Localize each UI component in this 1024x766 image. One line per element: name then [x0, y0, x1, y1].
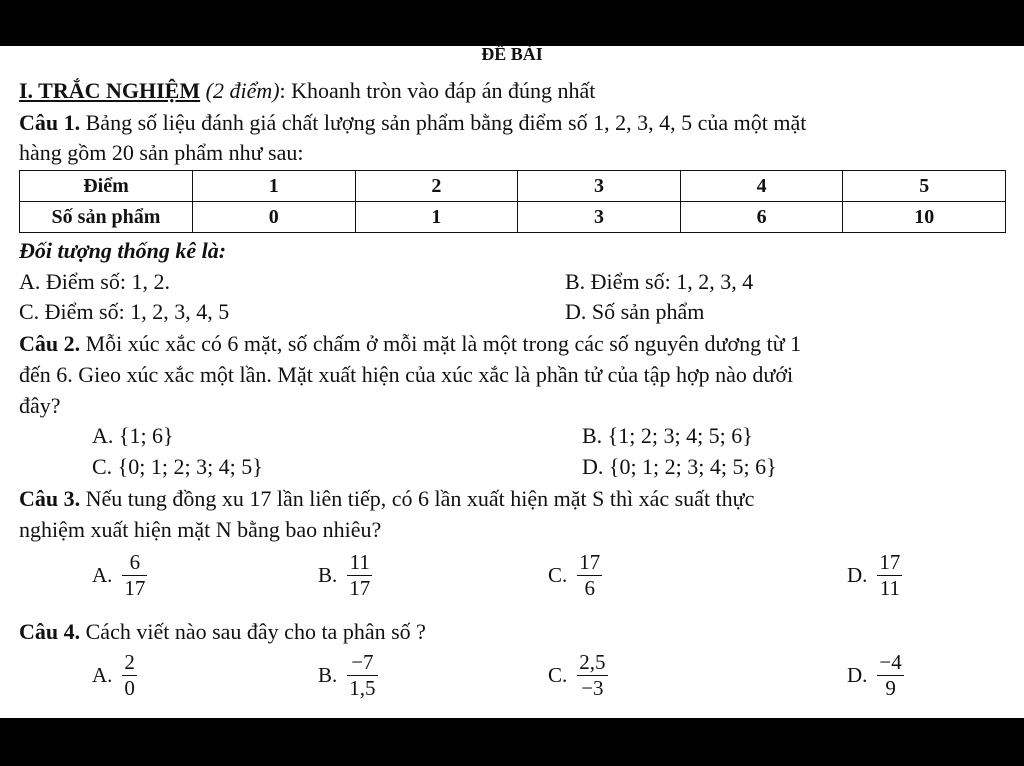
- fraction: $\frac{2}{0}$: [124, 650, 135, 700]
- q4-option-d[interactable]: D. $\frac{-4}{9}$: [847, 650, 902, 700]
- table-cell: 3: [518, 171, 681, 202]
- q1-text-line2: hàng gồm 20 sản phẩm như sau:: [19, 140, 304, 165]
- fraction: $\frac{-4}{9}$: [879, 650, 902, 700]
- fraction: $\frac{11}{17}$: [349, 550, 371, 600]
- q3-text-line1: Câu 3. Nếu tung đồng xu 17 lần liên tiếp, có 6 lần xuất hiện mặt S thì xác suất thực: [19, 486, 755, 511]
- fraction: $\frac{17}{11}$: [879, 550, 901, 600]
- table-cell: 1: [193, 171, 356, 202]
- q4-text: Câu 4. Cách viết nào sau đây cho ta phân số ?: [19, 619, 426, 644]
- table-cell: 5: [843, 171, 1006, 202]
- table-cell: 10: [843, 202, 1006, 233]
- section-heading: [19, 78, 595, 104]
- q1-option-c[interactable]: C. Điểm số: 1, 2, 3, 4, 5: [19, 299, 230, 324]
- q1-label: Câu 1.: [19, 110, 81, 135]
- section-instruction: : Khoanh tròn vào đáp án đúng nhất: [279, 78, 596, 103]
- table-cell: Số sản phẩm: [20, 202, 193, 233]
- q3-option-c[interactable]: C. $\frac{17}{6}$: [548, 550, 601, 600]
- table-row: [20, 171, 1006, 202]
- section-points: (2 điểm): [205, 78, 280, 103]
- table-cell: 1: [355, 202, 518, 233]
- q4-option-a[interactable]: A. $\frac{2}{0}$: [92, 650, 135, 700]
- q2-option-d[interactable]: D. {0; 1; 2; 3; 4; 5; 6}: [582, 454, 777, 479]
- table-cell: 2: [355, 171, 518, 202]
- section-label: I. TRẮC NGHIỆM: [19, 78, 201, 103]
- q1-option-d[interactable]: D. Số sản phẩm: [565, 299, 705, 324]
- fraction: $\frac{17}{6}$: [579, 550, 601, 600]
- table-cell: Điểm: [20, 171, 193, 202]
- table-cell: 4: [680, 171, 843, 202]
- q4-label: Câu 4.: [19, 619, 81, 644]
- q2-option-b[interactable]: B. {1; 2; 3; 4; 5; 6}: [582, 423, 753, 448]
- fraction: $\frac{6}{17}$: [124, 550, 146, 600]
- q1-option-b[interactable]: B. Điểm số: 1, 2, 3, 4: [565, 269, 754, 294]
- score-table: [19, 170, 1006, 233]
- q2-option-a[interactable]: A. {1; 6}: [92, 423, 174, 448]
- table-cell: 3: [518, 202, 681, 233]
- q2-label: Câu 2.: [19, 331, 81, 356]
- q3-option-b[interactable]: B. $\frac{11}{17}$: [318, 550, 371, 600]
- q3-option-d[interactable]: D. $\frac{17}{11}$: [847, 550, 901, 600]
- q3-label: Câu 3.: [19, 486, 81, 511]
- q1-text-line1: Câu 1. Bảng số liệu đánh giá chất lượng sản phẩm bằng điểm số 1, 2, 3, 4, 5 của một mặt: [19, 110, 807, 135]
- q4-option-c[interactable]: C. $\frac{2,5}{-3}$: [548, 650, 606, 700]
- q1-prompt: Đối tượng thống kê là:: [19, 238, 227, 263]
- q2-option-c[interactable]: C. {0; 1; 2; 3; 4; 5}: [92, 454, 263, 479]
- page-title: ĐỀ BÀI: [481, 44, 543, 64]
- table-cell: 0: [193, 202, 356, 233]
- table-row: [20, 202, 1006, 233]
- q2-text-line3: đây?: [19, 393, 61, 418]
- q3-option-a[interactable]: A. $\frac{6}{17}$: [92, 550, 146, 600]
- table-cell: 6: [680, 202, 843, 233]
- q2-text-line2: đến 6. Gieo xúc xắc một lần. Mặt xuất hiện của xúc xắc là phần tử của tập hợp nào dưới: [19, 362, 794, 387]
- q1-option-a[interactable]: A. Điểm số: 1, 2.: [19, 269, 170, 294]
- exam-paper: [0, 46, 1024, 718]
- q3-text-line2: nghiệm xuất hiện mặt N bằng bao nhiêu?: [19, 517, 382, 542]
- q4-option-b[interactable]: B. $\frac{-7}{1,5}$: [318, 650, 376, 700]
- fraction: $\frac{-7}{1,5}$: [349, 650, 376, 700]
- fraction: $\frac{2,5}{-3}$: [579, 650, 606, 700]
- q2-text-line1: Câu 2. Mỗi xúc xắc có 6 mặt, số chấm ở mỗi mặt là một trong các số nguyên dương từ 1: [19, 331, 802, 356]
